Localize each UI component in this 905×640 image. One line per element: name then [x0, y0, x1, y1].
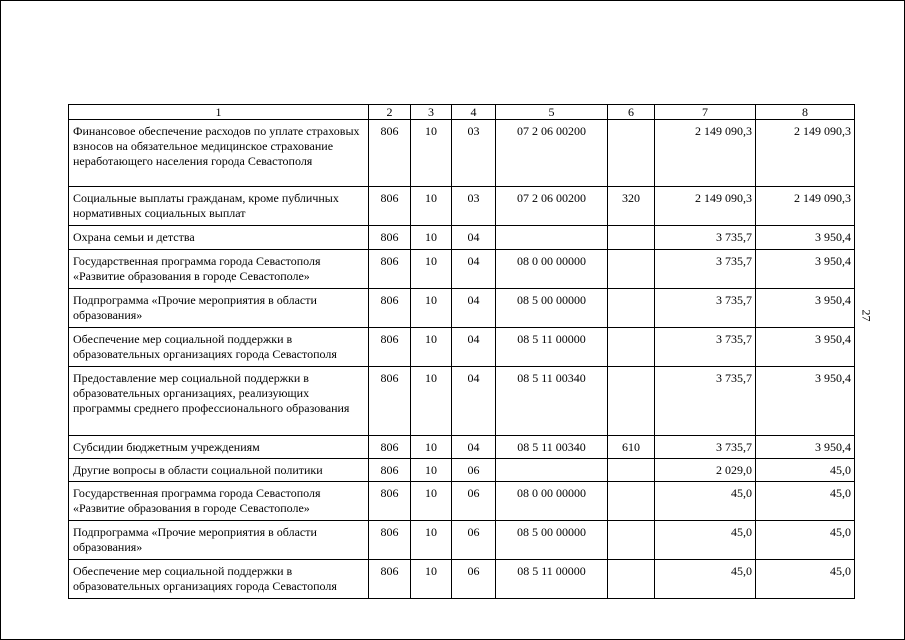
- row-ved: 806: [369, 226, 411, 250]
- row-name: Социальные выплаты гражданам, кроме публичных нормативных социальных выплат: [69, 187, 369, 226]
- column-header: 1: [69, 105, 369, 120]
- row-name: Другие вопросы в области социальной политики: [69, 459, 369, 482]
- row-csr: [496, 459, 608, 482]
- row-pr: 06: [452, 521, 496, 560]
- row-ved: 806: [369, 187, 411, 226]
- row-csr: 08 5 11 00340: [496, 436, 608, 459]
- row-csr: 08 0 00 00000: [496, 482, 608, 521]
- row-csr: 08 5 00 00000: [496, 289, 608, 328]
- table-row: [69, 328, 855, 367]
- page-number: 27: [859, 309, 874, 322]
- row-pr: 04: [452, 289, 496, 328]
- row-ved: 806: [369, 459, 411, 482]
- row-pr: 04: [452, 436, 496, 459]
- row-ved: 806: [369, 250, 411, 289]
- row-pr: 04: [452, 328, 496, 367]
- row-rz: 10: [411, 120, 452, 187]
- row-vr: [608, 226, 655, 250]
- header-row: [69, 105, 855, 120]
- row-csr: 08 5 11 00000: [496, 560, 608, 599]
- row-pr: 06: [452, 560, 496, 599]
- table-row: [69, 459, 855, 482]
- row-sum2: 3 950,4: [756, 250, 855, 289]
- row-ved: 806: [369, 289, 411, 328]
- row-pr: 04: [452, 367, 496, 436]
- table-row: [69, 289, 855, 328]
- table-row: [69, 250, 855, 289]
- row-sum1: 2 029,0: [655, 459, 756, 482]
- table-row: [69, 367, 855, 436]
- row-sum2: 45,0: [756, 482, 855, 521]
- row-vr: [608, 120, 655, 187]
- row-rz: 10: [411, 436, 452, 459]
- row-rz: 10: [411, 289, 452, 328]
- row-pr: 06: [452, 482, 496, 521]
- column-header: 7: [655, 105, 756, 120]
- row-sum1: 3 735,7: [655, 226, 756, 250]
- row-ved: 806: [369, 120, 411, 187]
- row-csr: 08 5 11 00000: [496, 328, 608, 367]
- row-sum2: 45,0: [756, 521, 855, 560]
- row-sum1: 45,0: [655, 482, 756, 521]
- row-ved: 806: [369, 560, 411, 599]
- table-row: [69, 187, 855, 226]
- row-ved: 806: [369, 436, 411, 459]
- row-sum1: 2 149 090,3: [655, 187, 756, 226]
- row-ved: 806: [369, 482, 411, 521]
- table-row: [69, 436, 855, 459]
- row-pr: 03: [452, 120, 496, 187]
- row-sum1: 45,0: [655, 560, 756, 599]
- row-vr: [608, 328, 655, 367]
- row-name: Обеспечение мер социальной поддержки в образовательных организациях города Севастополя: [69, 560, 369, 599]
- row-sum2: 2 149 090,3: [756, 120, 855, 187]
- row-sum1: 3 735,7: [655, 367, 756, 436]
- row-rz: 10: [411, 187, 452, 226]
- row-vr: [608, 250, 655, 289]
- row-name: Субсидии бюджетным учреждениям: [69, 436, 369, 459]
- row-ved: 806: [369, 521, 411, 560]
- row-sum1: 45,0: [655, 521, 756, 560]
- row-sum2: 3 950,4: [756, 328, 855, 367]
- row-rz: 10: [411, 459, 452, 482]
- row-vr: [608, 289, 655, 328]
- row-name: Государственная программа города Севастополя «Развитие образования в городе Севастополе»: [69, 482, 369, 521]
- row-sum1: 3 735,7: [655, 436, 756, 459]
- row-sum1: 3 735,7: [655, 328, 756, 367]
- column-header: 2: [369, 105, 411, 120]
- row-vr: [608, 459, 655, 482]
- column-header: 5: [496, 105, 608, 120]
- row-rz: 10: [411, 250, 452, 289]
- row-sum2: 3 950,4: [756, 226, 855, 250]
- column-header: 6: [608, 105, 655, 120]
- row-sum1: 3 735,7: [655, 289, 756, 328]
- row-sum2: 45,0: [756, 459, 855, 482]
- row-rz: 10: [411, 482, 452, 521]
- column-header: 8: [756, 105, 855, 120]
- row-rz: 10: [411, 521, 452, 560]
- row-name: Предоставление мер социальной поддержки в образовательных организациях, реализующих программы среднего профессионального образования: [69, 367, 369, 436]
- column-header: 4: [452, 105, 496, 120]
- row-sum2: 2 149 090,3: [756, 187, 855, 226]
- budget-table: [68, 104, 855, 599]
- row-name: Государственная программа города Севастополя «Развитие образования в городе Севастополе»: [69, 250, 369, 289]
- row-sum1: 2 149 090,3: [655, 120, 756, 187]
- row-name: Финансовое обеспечение расходов по уплате страховых взносов на обязательное медицинское страхование неработающего населения города Севастополя: [69, 120, 369, 187]
- row-csr: 08 5 00 00000: [496, 521, 608, 560]
- row-csr: 08 0 00 00000: [496, 250, 608, 289]
- row-name: Охрана семьи и детства: [69, 226, 369, 250]
- row-sum2: 3 950,4: [756, 436, 855, 459]
- table-row: [69, 226, 855, 250]
- row-vr: [608, 521, 655, 560]
- row-name: Подпрограмма «Прочие мероприятия в области образования»: [69, 521, 369, 560]
- row-ved: 806: [369, 367, 411, 436]
- row-vr: [608, 560, 655, 599]
- row-name: Подпрограмма «Прочие мероприятия в области образования»: [69, 289, 369, 328]
- row-vr: 610: [608, 436, 655, 459]
- row-vr: [608, 367, 655, 436]
- table-row: [69, 482, 855, 521]
- table-row: [69, 560, 855, 599]
- row-rz: 10: [411, 328, 452, 367]
- row-rz: 10: [411, 560, 452, 599]
- row-csr: [496, 226, 608, 250]
- row-sum2: 3 950,4: [756, 289, 855, 328]
- table-row: [69, 120, 855, 187]
- row-ved: 806: [369, 328, 411, 367]
- row-rz: 10: [411, 367, 452, 436]
- column-header: 3: [411, 105, 452, 120]
- row-pr: 04: [452, 250, 496, 289]
- row-csr: 07 2 06 00200: [496, 120, 608, 187]
- row-vr: [608, 482, 655, 521]
- table-row: [69, 521, 855, 560]
- row-csr: 08 5 11 00340: [496, 367, 608, 436]
- row-rz: 10: [411, 226, 452, 250]
- row-pr: 06: [452, 459, 496, 482]
- row-pr: 04: [452, 226, 496, 250]
- row-sum1: 3 735,7: [655, 250, 756, 289]
- row-pr: 03: [452, 187, 496, 226]
- row-name: Обеспечение мер социальной поддержки в образовательных организациях города Севастополя: [69, 328, 369, 367]
- row-sum2: 3 950,4: [756, 367, 855, 436]
- row-sum2: 45,0: [756, 560, 855, 599]
- row-vr: 320: [608, 187, 655, 226]
- row-csr: 07 2 06 00200: [496, 187, 608, 226]
